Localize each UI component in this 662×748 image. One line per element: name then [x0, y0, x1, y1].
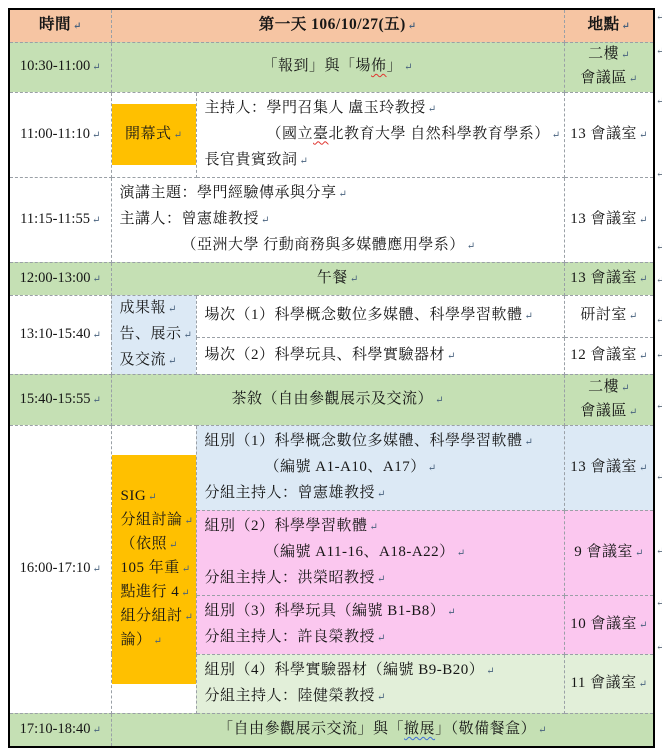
- row-end-mark-icon: [656, 315, 662, 326]
- row-end-mark-icon: [656, 96, 662, 107]
- location-cell: [564, 295, 654, 337]
- event-cell: [111, 374, 564, 425]
- event-text: 「自由參觀展示交流」與「: [218, 720, 405, 737]
- misspelled-word: 佈: [371, 58, 387, 74]
- location-cell: [564, 425, 654, 510]
- event-line: 長官貴賓致詞 ↵: [205, 148, 560, 174]
- time-cell: [9, 374, 111, 425]
- event-line: 場次（2）科學玩具、科學實驗器材 ↵: [205, 343, 560, 369]
- results-label-line: 及交流 ↵: [120, 348, 196, 374]
- event-cell: [196, 295, 564, 337]
- event-text: 北教育大學 自然科學教育學系）: [328, 125, 550, 142]
- event-label: [112, 55, 564, 79]
- row-end-mark-icon: [656, 12, 662, 23]
- opening-label-block: [112, 104, 196, 165]
- table-row: [9, 295, 654, 337]
- location-cell: [564, 262, 654, 295]
- location-line: 9 會議室 ↵: [565, 541, 654, 565]
- location-cell: [564, 654, 654, 713]
- time-cell: [9, 92, 111, 177]
- header-day-cell: [111, 9, 564, 42]
- event-text: 「報到」與「場: [262, 58, 372, 74]
- event-line: 分組主持人：陸健榮教授 ↵: [205, 684, 560, 710]
- schedule-table: [8, 8, 655, 748]
- sig-label-block: [112, 455, 196, 684]
- table-row: [9, 42, 654, 92]
- event-cell: [111, 262, 564, 295]
- table-row: [9, 92, 654, 177]
- sig-label-line: （依照 ↵: [121, 533, 178, 557]
- misspelled-word: 撤展: [404, 720, 436, 737]
- event-line: 分組主持人：許良榮教授 ↵: [205, 625, 560, 651]
- location-cell: [564, 595, 654, 654]
- location-line: 二樓 ↵: [565, 43, 654, 67]
- event-line: （編號 A1-A10、A17） ↵: [265, 455, 560, 481]
- location-cell: [564, 92, 654, 177]
- opening-label-cell: [111, 92, 196, 177]
- results-label-line: 告、展示 ↵: [120, 322, 196, 348]
- results-label-block: [112, 296, 196, 374]
- event-text: 」（敬備餐盒）: [435, 720, 537, 737]
- location-cell: [564, 374, 654, 425]
- header-time-label: 時間 ↵: [10, 13, 111, 39]
- location-line: 12 會議室 ↵: [565, 344, 654, 368]
- header-location-cell: [564, 9, 654, 42]
- row-end-mark-icon: [656, 350, 662, 361]
- header-time-cell: [9, 9, 111, 42]
- location-line: 13 會議室 ↵: [565, 208, 654, 232]
- opening-label: 開幕式 ↵: [125, 123, 182, 147]
- location-line: 10 會議室 ↵: [565, 613, 654, 637]
- time-cell: [9, 262, 111, 295]
- misspelled-word: 臺: [313, 125, 329, 142]
- sig-label-line: 分組討論 ↵: [121, 509, 193, 533]
- event-cell: [111, 42, 564, 92]
- table-row: [9, 374, 654, 425]
- event-label: 午餐 ↵: [112, 267, 564, 291]
- event-cell: [196, 92, 564, 177]
- header-location-label: 地點 ↵: [565, 13, 654, 39]
- row-end-mark-icon: [656, 598, 662, 609]
- event-line: （亞洲大學 行動商務與多媒體應用學系） ↵: [182, 233, 560, 259]
- time-label: 15:40-15:55 ↵: [10, 388, 111, 412]
- event-line: 主持人：學門召集人 盧玉玲教授 ↵: [205, 96, 560, 122]
- row-end-mark-icon: [656, 546, 662, 557]
- event-text: 」: [386, 58, 403, 74]
- location-line: 13 會議室 ↵: [565, 456, 654, 480]
- table-row: [9, 425, 654, 510]
- row-end-mark-icon: [656, 169, 662, 180]
- event-line: 組別（2）科學學習軟體 ↵: [205, 514, 560, 540]
- row-end-mark-icon: [656, 401, 662, 412]
- header-day-label: 第一天 106/10/27(五) ↵: [112, 13, 564, 39]
- event-line: 組別（1）科學概念數位多媒體、科學學習軟體 ↵: [205, 429, 560, 455]
- time-label: 16:00-17:10 ↵: [10, 557, 111, 581]
- sig-label-line: 組分組討 ↵: [121, 605, 193, 629]
- table-row: [9, 177, 654, 262]
- time-label: 13:10-15:40 ↵: [10, 323, 111, 347]
- event-cell: [196, 510, 564, 595]
- event-cell: [111, 713, 654, 747]
- event-cell: [196, 337, 564, 374]
- time-label: 17:10-18:40 ↵: [10, 718, 111, 742]
- event-line: （編號 A11-16、A18-A22） ↵: [265, 540, 560, 566]
- results-label-line: 成果報 ↵: [120, 296, 196, 322]
- event-line: 分組主持人：曾憲雄教授 ↵: [205, 481, 560, 507]
- event-line: 場次（1）科學概念數位多媒體、科學學習軟體 ↵: [205, 303, 560, 329]
- event-label: [112, 718, 654, 742]
- event-line: 組別（4）科學實驗器材（編號 B9-B20） ↵: [205, 658, 560, 684]
- event-cell: [196, 595, 564, 654]
- time-label: 12:00-13:00 ↵: [10, 267, 111, 291]
- time-label: 11:00-11:10 ↵: [10, 123, 111, 147]
- time-cell: [9, 42, 111, 92]
- location-line: 研討室 ↵: [565, 304, 654, 328]
- location-line: 會議區 ↵: [565, 400, 654, 424]
- event-line: [267, 122, 560, 148]
- results-label-cell: [111, 295, 196, 374]
- table-row: [9, 9, 654, 42]
- event-cell: [111, 177, 564, 262]
- time-cell: [9, 177, 111, 262]
- location-line: 13 會議室 ↵: [565, 267, 654, 291]
- sig-label-line: SIG ↵: [121, 485, 157, 509]
- location-cell: [564, 177, 654, 262]
- table-row: [9, 262, 654, 295]
- event-line: 組別（3）科學玩具（編號 B1-B8） ↵: [205, 599, 560, 625]
- time-label: 11:15-11:55 ↵: [10, 208, 111, 232]
- event-label: 茶敘（自由參觀展示及交流） ↵: [112, 388, 564, 412]
- row-end-mark-icon: [656, 275, 662, 286]
- event-line: 演講主題：學門經驗傳承與分享 ↵: [120, 181, 560, 207]
- location-cell: [564, 42, 654, 92]
- event-cell: [196, 654, 564, 713]
- location-line: 二樓 ↵: [565, 376, 654, 400]
- table-row: [9, 713, 654, 747]
- time-cell: [9, 425, 111, 713]
- row-end-mark-icon: [656, 46, 662, 57]
- sig-label-line: 論） ↵: [121, 629, 162, 653]
- event-line: 分組主持人：洪榮昭教授 ↵: [205, 566, 560, 592]
- row-end-mark-icon: [656, 242, 662, 253]
- location-cell: [564, 510, 654, 595]
- location-line: 13 會議室 ↵: [565, 123, 654, 147]
- time-label: 10:30-11:00 ↵: [10, 55, 111, 79]
- location-line: 會議區 ↵: [565, 67, 654, 91]
- sig-label-cell: [111, 425, 196, 713]
- row-end-mark-icon: [656, 472, 662, 483]
- row-end-mark-icon: [656, 642, 662, 653]
- location-line: 11 會議室 ↵: [565, 672, 654, 696]
- event-cell: [196, 425, 564, 510]
- location-cell: [564, 337, 654, 374]
- sig-label-line: 105 年重 ↵: [121, 557, 191, 581]
- event-text: （國立: [266, 125, 314, 142]
- event-line: 主講人：曾憲雄教授 ↵: [120, 207, 560, 233]
- sig-label-line: 點進行 4 ↵: [121, 581, 190, 605]
- time-cell: [9, 295, 111, 374]
- time-cell: [9, 713, 111, 747]
